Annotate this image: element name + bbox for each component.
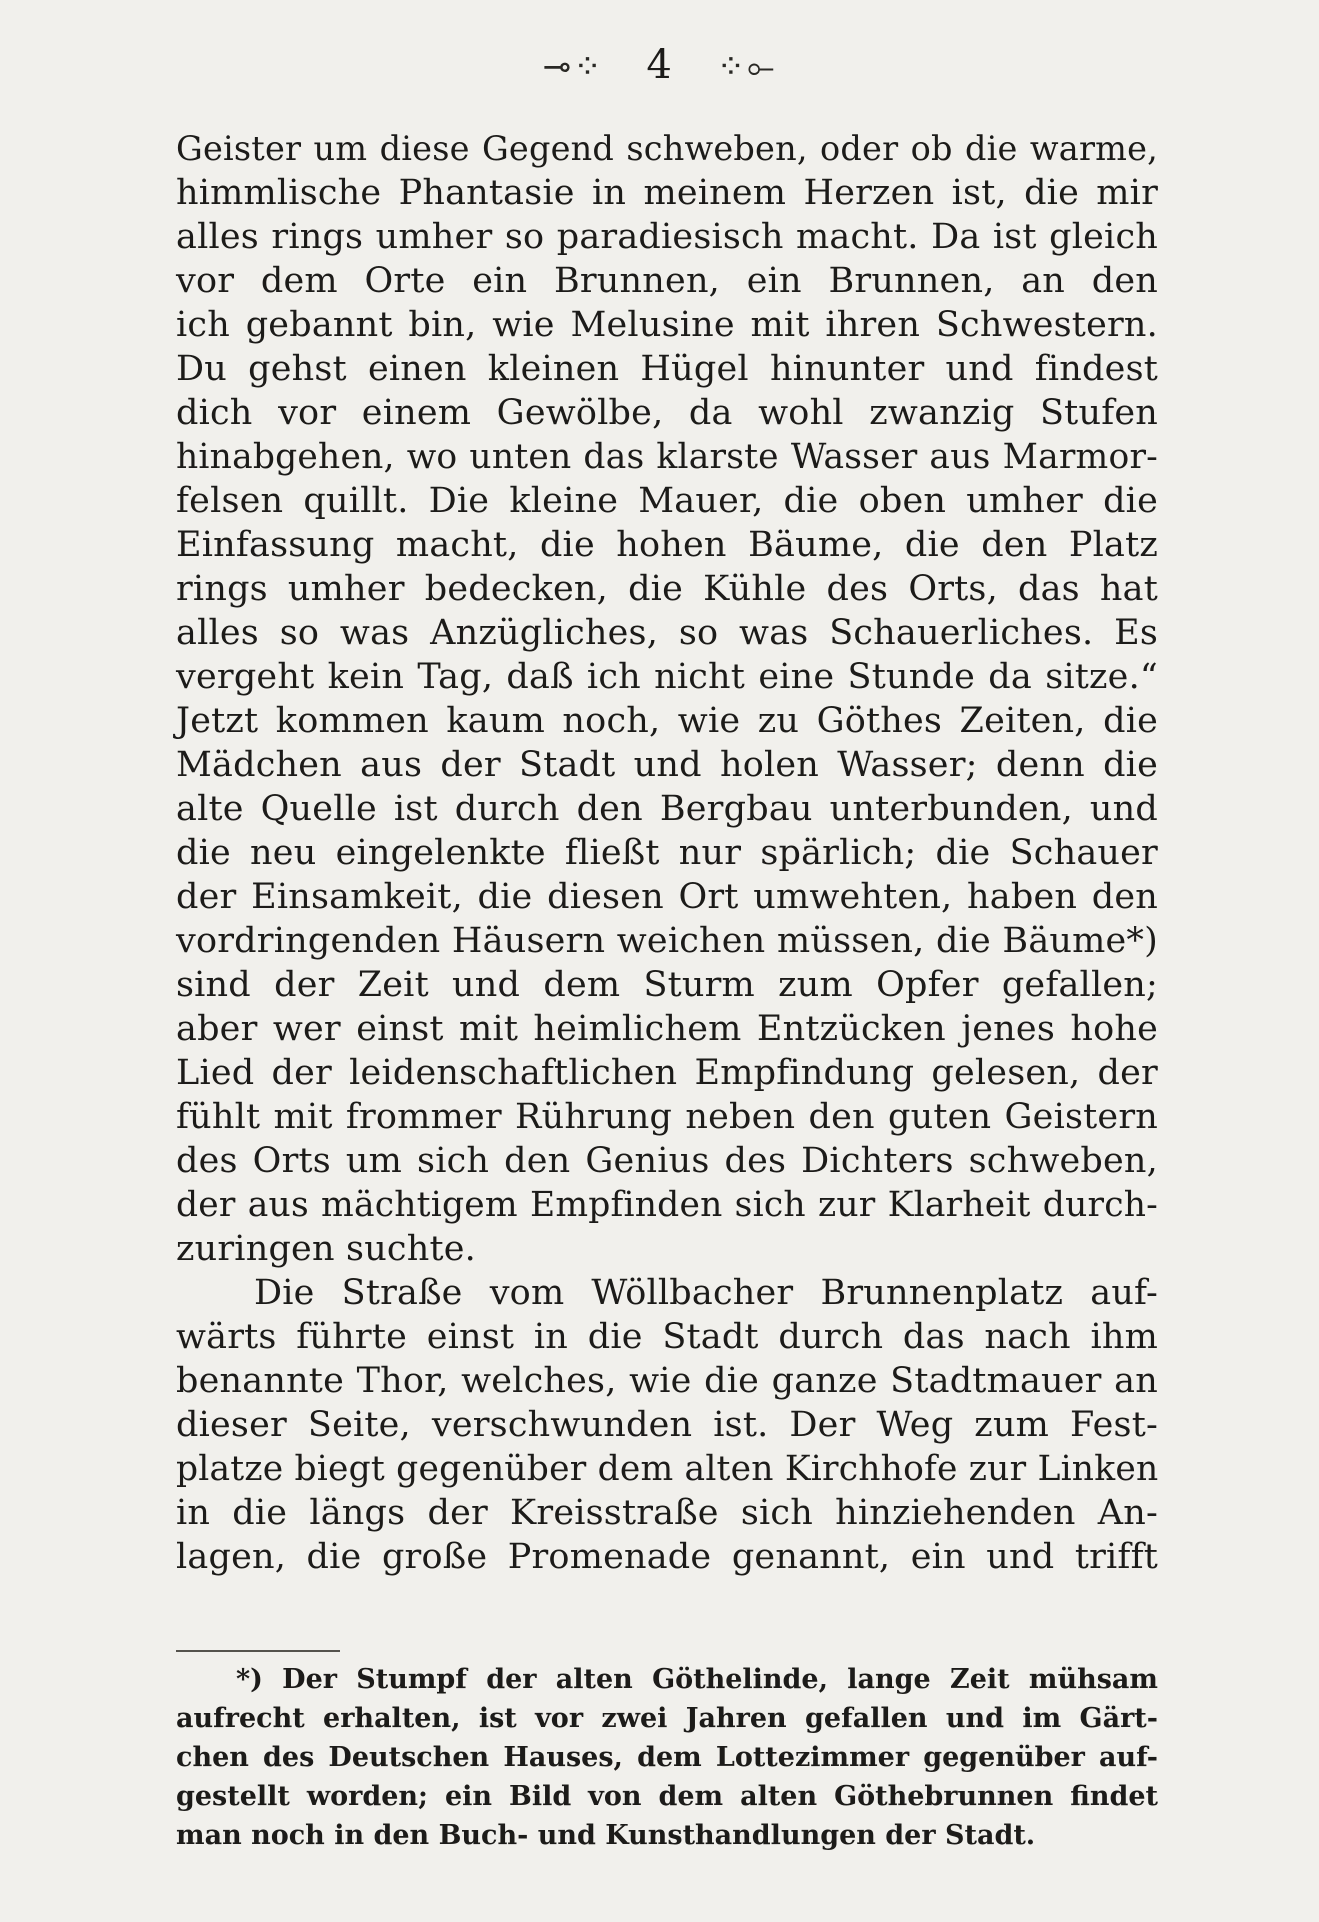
text-line: himmlische Phantasie in meinem Herzen ist, die mir bbox=[176, 173, 1158, 213]
text-line: in die längs der Kreisstraße sich hinziehenden An- bbox=[176, 1493, 1158, 1533]
text-line: Du gehst einen kleinen Hügel hinunter und findest bbox=[176, 349, 1158, 389]
footnote-divider bbox=[176, 1650, 340, 1652]
ornament-left-icon: ⊸⁘ bbox=[542, 47, 604, 87]
text-line: der Einsamkeit, die diesen Ort umwehten, haben den bbox=[176, 877, 1158, 917]
text-line: des Orts um sich den Genius des Dichters schweben, bbox=[176, 1141, 1158, 1181]
text-line: zuringen suchte. bbox=[176, 1229, 476, 1269]
text-line: dich vor einem Gewölbe, da wohl zwanzig Stufen bbox=[176, 393, 1158, 433]
footnote-line: man noch in den Buch- und Kunsthandlungen der Stadt. bbox=[176, 1820, 1036, 1851]
text-line: aber wer einst mit heimlichem Entzücken jenes hohe bbox=[176, 1009, 1158, 1049]
text-line: rings umher bedecken, die Kühle des Orts, das hat bbox=[176, 569, 1158, 609]
text-line: wärts führte einst in die Stadt durch das nach ihm bbox=[176, 1317, 1158, 1357]
text-line: Geister um diese Gegend schweben, oder ob die warme, bbox=[176, 129, 1158, 168]
text-line: der aus mächtigem Empfinden sich zur Klarheit durch- bbox=[176, 1185, 1158, 1225]
text-line: Mädchen aus der Stadt und holen Wasser; denn die bbox=[176, 745, 1158, 785]
text-line: fühlt mit frommer Rührung neben den guten Geistern bbox=[176, 1097, 1158, 1137]
text-line: Jetzt kommen kaum noch, wie zu Göthes Zeiten, die bbox=[176, 701, 1158, 741]
footnote-line: chen des Deutschen Hauses, dem Lottezimmer gegenüber auf- bbox=[176, 1742, 1158, 1773]
footnote-line: gestellt worden; ein Bild von dem alten Göthebrunnen findet bbox=[176, 1781, 1158, 1812]
text-line: felsen quillt. Die kleine Mauer, die oben umher die bbox=[176, 481, 1158, 521]
text-line: platze biegt gegenüber dem alten Kirchhofe zur Linken bbox=[176, 1449, 1159, 1489]
footnote-line: *) Der Stumpf der alten Göthelinde, lange Zeit mühsam bbox=[236, 1664, 1158, 1695]
main-text bbox=[176, 127, 1158, 1579]
text-line: vergeht kein Tag, daß ich nicht eine Stunde da sitze.“ bbox=[176, 657, 1158, 697]
ornament-right-icon: ⁘⟜ bbox=[716, 47, 777, 87]
footnote-line: aufrecht erhalten, ist vor zwei Jahren gefallen und im Gärt- bbox=[176, 1703, 1158, 1734]
text-line: dieser Seite, verschwunden ist. Der Weg zum Fest- bbox=[176, 1405, 1158, 1445]
page-number: 4 bbox=[646, 42, 674, 88]
text-line: die neu eingelenkte fließt nur spärlich; die Schauer bbox=[176, 833, 1158, 873]
text-line: sind der Zeit und dem Sturm zum Opfer gefallen; bbox=[176, 965, 1158, 1005]
text-line: alte Quelle ist durch den Bergbau unterbunden, und bbox=[176, 789, 1158, 829]
text-line: hinabgehen, wo unten das klarste Wasser aus Marmor- bbox=[176, 437, 1158, 477]
text-line: benannte Thor, welches, wie die ganze Stadtmauer an bbox=[176, 1361, 1158, 1401]
text-line: lagen, die große Promenade genannt, ein und trifft bbox=[176, 1537, 1158, 1577]
page-header bbox=[0, 40, 1319, 92]
text-line: ich gebannt bin, wie Melusine mit ihren Schwestern. bbox=[176, 305, 1158, 345]
footnote bbox=[176, 1660, 1158, 1855]
text-line: vor dem Orte ein Brunnen, ein Brunnen, an den bbox=[176, 261, 1158, 301]
text-line: Lied der leidenschaftlichen Empfindung gelesen, der bbox=[176, 1053, 1158, 1093]
text-line: alles rings umher so paradiesisch macht. Da ist gleich bbox=[176, 217, 1158, 257]
text-line: Einfassung macht, die hohen Bäume, die den Platz bbox=[176, 525, 1158, 565]
text-line: alles so was Anzügliches, so was Schauerliches. Es bbox=[176, 613, 1158, 653]
text-line: Die Straße vom Wöllbacher Brunnenplatz auf- bbox=[254, 1273, 1158, 1313]
text-line: vordringenden Häusern weichen müssen, die Bäume*) bbox=[176, 921, 1158, 961]
